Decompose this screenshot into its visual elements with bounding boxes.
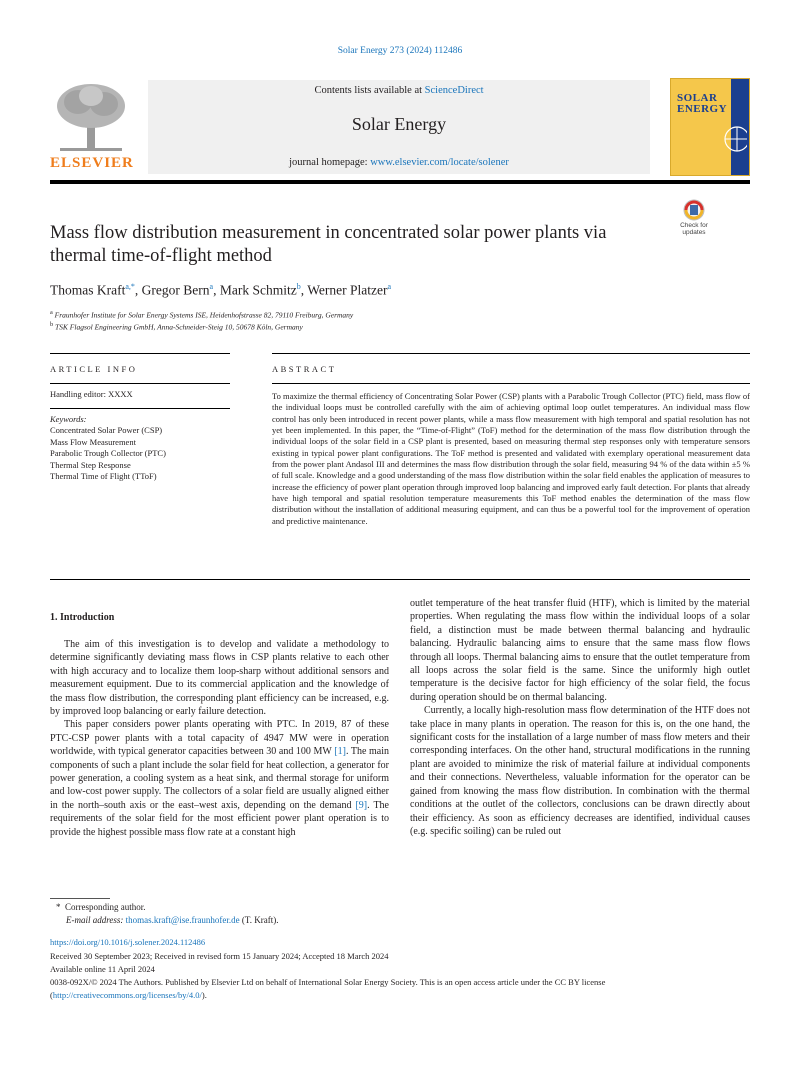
license-statement: 0038-092X/© 2024 The Authors. Published by Elsevier Ltd on behalf of International Solar Energy Society. This is an open access article under the CC BY license (http://creativecommons.org/licenses/by/4.0/). — [50, 977, 606, 1001]
section-heading-introduction: 1. Introduction — [50, 612, 115, 623]
check-for-updates-label: Check for updates — [680, 222, 708, 236]
license-url-link[interactable]: http://creativecommons.org/licenses/by/4.0/ — [52, 990, 202, 1001]
author-email-link[interactable]: thomas.kraft@ise.fraunhofer.de — [125, 915, 240, 925]
paragraph: outlet temperature of the heat transfer fluid (HTF), which is limited by the material properties. When regulating the mass flow within the individual loops of a solar field, a distinction must be made between thermal balancing and hydraulic balancing. Hydraulic balancing aims to ensure that the same mass flow flows through all loops. Thermal balancing aims to ensure that the outlet temperature from all loops across the solar field is the same. Since the uniformly high outlet temperature is the decisive factor for high efficiency of the solar field, the focus during operation should be on thermal balancing. — [410, 598, 750, 703]
email-note: E-mail address: thomas.kraft@ise.fraunhofer.de (T. Kraft). — [66, 915, 279, 925]
keywords-label: Keywords: — [50, 414, 87, 424]
reference-link[interactable]: [9] — [355, 799, 368, 811]
paragraph: This paper considers power plants operating with PTC. In 2019, 87 of these PTC-CSP power plants with a total capacity of 4947 MW were in operation worldwide, with typical generator capacities between 30 and 100 MW [1]. The main components of such a plant include the solar field for heat collection, a generator for power generation, a cooling system as a heat sink, and thermal storage for uniform and low-cost power supply. The collectors of a solar field are usually aligned either in the north–south axis or the east–west axis, depending on the demand [9]. The requirements of the solar field for the most efficient power plant operation is to provide the highest possible mass flow rate at a constant high — [50, 719, 389, 838]
author-affiliation-ref[interactable]: a,* — [125, 282, 135, 291]
journal-homepage-link[interactable]: www.elsevier.com/locate/solener — [370, 157, 509, 168]
journal-cover-image[interactable] — [670, 78, 750, 176]
keyword-item: Mass Flow Measurement — [50, 436, 136, 447]
author-list: Thomas Kraft$^{a,*}$, Gregor Bern$^a$, Mark Schmitz$^b$, Werner Platzer$^a$ — [50, 282, 392, 298]
keyword-item: Thermal Step Response — [50, 459, 131, 470]
affiliation-a: $^a$ Fraunhofer Institute for Solar Energy Systems ISE, Heidenhofstrasse 82, 79110 Freiburg, Germany — [50, 309, 354, 320]
article-info-rule — [50, 353, 230, 354]
sciencedirect-link[interactable]: ScienceDirect — [424, 85, 484, 96]
publisher-name: ELSEVIER — [50, 155, 134, 171]
homepage-prefix: journal homepage: — [289, 157, 371, 168]
author-name: Gregor Bern — [141, 282, 210, 298]
corresponding-author-note: * Corresponding author. — [56, 902, 146, 912]
affiliation-b: $^b$ TSK Flagsol Engineering GmbH, Anna-Schneider-Steig 10, 50678 Köln, Germany — [50, 321, 303, 332]
keyword-item: Thermal Time of Flight (TToF) — [50, 471, 157, 482]
abstract-rule — [272, 353, 750, 354]
handling-editor: Handling editor: XXXX — [50, 389, 133, 399]
paragraph: The aim of this investigation is to develop and validate a methodology to determine significantly deviating mass flows in CSP plants relative to each other with high accuracy and to localize them loop-sharp without additional sensors and measurement equipment. Due to its commercial application and the knowledge of the mass flow distribution, the corresponding plant efficiency can be increased, e.g. by improved loop balancing or early failure detection. — [50, 639, 389, 718]
homepage-line — [148, 157, 650, 168]
author-affiliation-ref[interactable]: a — [387, 282, 392, 291]
available-online: Available online 11 April 2024 — [50, 964, 155, 974]
contents-line — [148, 85, 650, 96]
article-info-rule — [50, 383, 230, 384]
doi-link[interactable]: https://doi.org/10.1016/j.solener.2024.112486 — [50, 937, 206, 947]
cover-globe-graphic — [723, 119, 747, 159]
journal-citation-link[interactable]: Solar Energy 273 (2024) 112486 — [337, 46, 463, 56]
journal-title: Solar Energy — [351, 114, 447, 134]
keyword-item: Concentrated Solar Power (CSP) — [50, 425, 163, 436]
author-name: Mark Schmitz — [219, 282, 297, 298]
abstract-heading: ABSTRACT — [272, 364, 337, 374]
keywords-rule — [50, 408, 230, 409]
abstract-bottom-rule — [50, 579, 750, 580]
abstract-rule — [272, 383, 750, 384]
body-column-left — [50, 638, 389, 839]
footnote-rule — [50, 898, 110, 899]
contents-prefix: Contents lists available at — [314, 85, 425, 96]
body-column-right — [410, 597, 750, 838]
reference-link[interactable]: [1] — [334, 746, 346, 758]
author-name: Thomas Kraft — [50, 282, 126, 298]
article-title: Mass flow distribution measurement in concentrated solar power plants via thermal time-of-flight method — [50, 223, 607, 266]
author-affiliation-ref[interactable]: a — [209, 282, 214, 291]
article-info-heading: ARTICLE INFO — [50, 364, 138, 374]
paragraph: Currently, a locally high-resolution mass flow determination of the HTF does not take place in many plants in operation. The reason for this is, on the one hand, the significant costs for the installation of a large number of mass flow meters and their corresponding interfaces. On the other hand, structural modifications in the running plant are avoided to minimize the risk of material failure at individual components and their connections. Nevertheless, valuable information for the operator can be gained from knowing the mass flow distribution. In combination with the thermal conditions at the outlet of the collectors, conclusions can be drawn directly about their efficiency. As soon as efficiency decreases are identified, individual causes (e.g. specific soiling) can be ruled out — [410, 705, 750, 837]
keywords-block — [50, 414, 230, 482]
author-name: Werner Platzer — [307, 282, 388, 298]
abstract-text: To maximize the thermal efficiency of Concentrating Solar Power (CSP) plants with a Parabolic Trough Collector (PTC) field, mass flow of the individual loops must be controlled carefully with the aim of achieving optimal loop outlet temperatures. An individual mass flow control has only been introduced in recent power plants, while a mass flow measurement with high temporal and spatial resolution has not yet been implemented. In this paper, the “Time-of-Flight” (ToF) method for the determination of the mass flow distribution through the individual loops of the solar field in a CSP plant is presented, based on measuring thermal step responses only with temperature sensors existing in typical power plant configurations. The ToF method is presented and validated with exemplary operational measurement data from the power plant Andasol III and determines the mass flow distribution through the solar field, measuring 94 % of the data within ±5 % of full scale. Knowledge and a good understanding of the mass flow distribution within the solar field enables the application of measures to increase the efficiency of power plant operation through improved loop balancing and improved early fault detection. For plants that already have high temporal and spatial resolution temperature measurements this ToF method enables the determination of the mass flow distribution without the installation of additional measuring equipment, and can thus be a powerful tool for the improvement of operation and predictive maintenance. — [272, 391, 750, 526]
cover-title: SOLAR ENERGY — [677, 92, 728, 115]
received-dates: Received 30 September 2023; Received in revised form 15 January 2024; Accepted 18 March 2024 — [50, 951, 389, 961]
masthead-rule — [50, 180, 750, 184]
keyword-item: Parabolic Trough Collector (PTC) — [50, 448, 166, 459]
check-for-updates-icon — [676, 199, 712, 221]
author-affiliation-ref[interactable]: b — [296, 282, 301, 291]
